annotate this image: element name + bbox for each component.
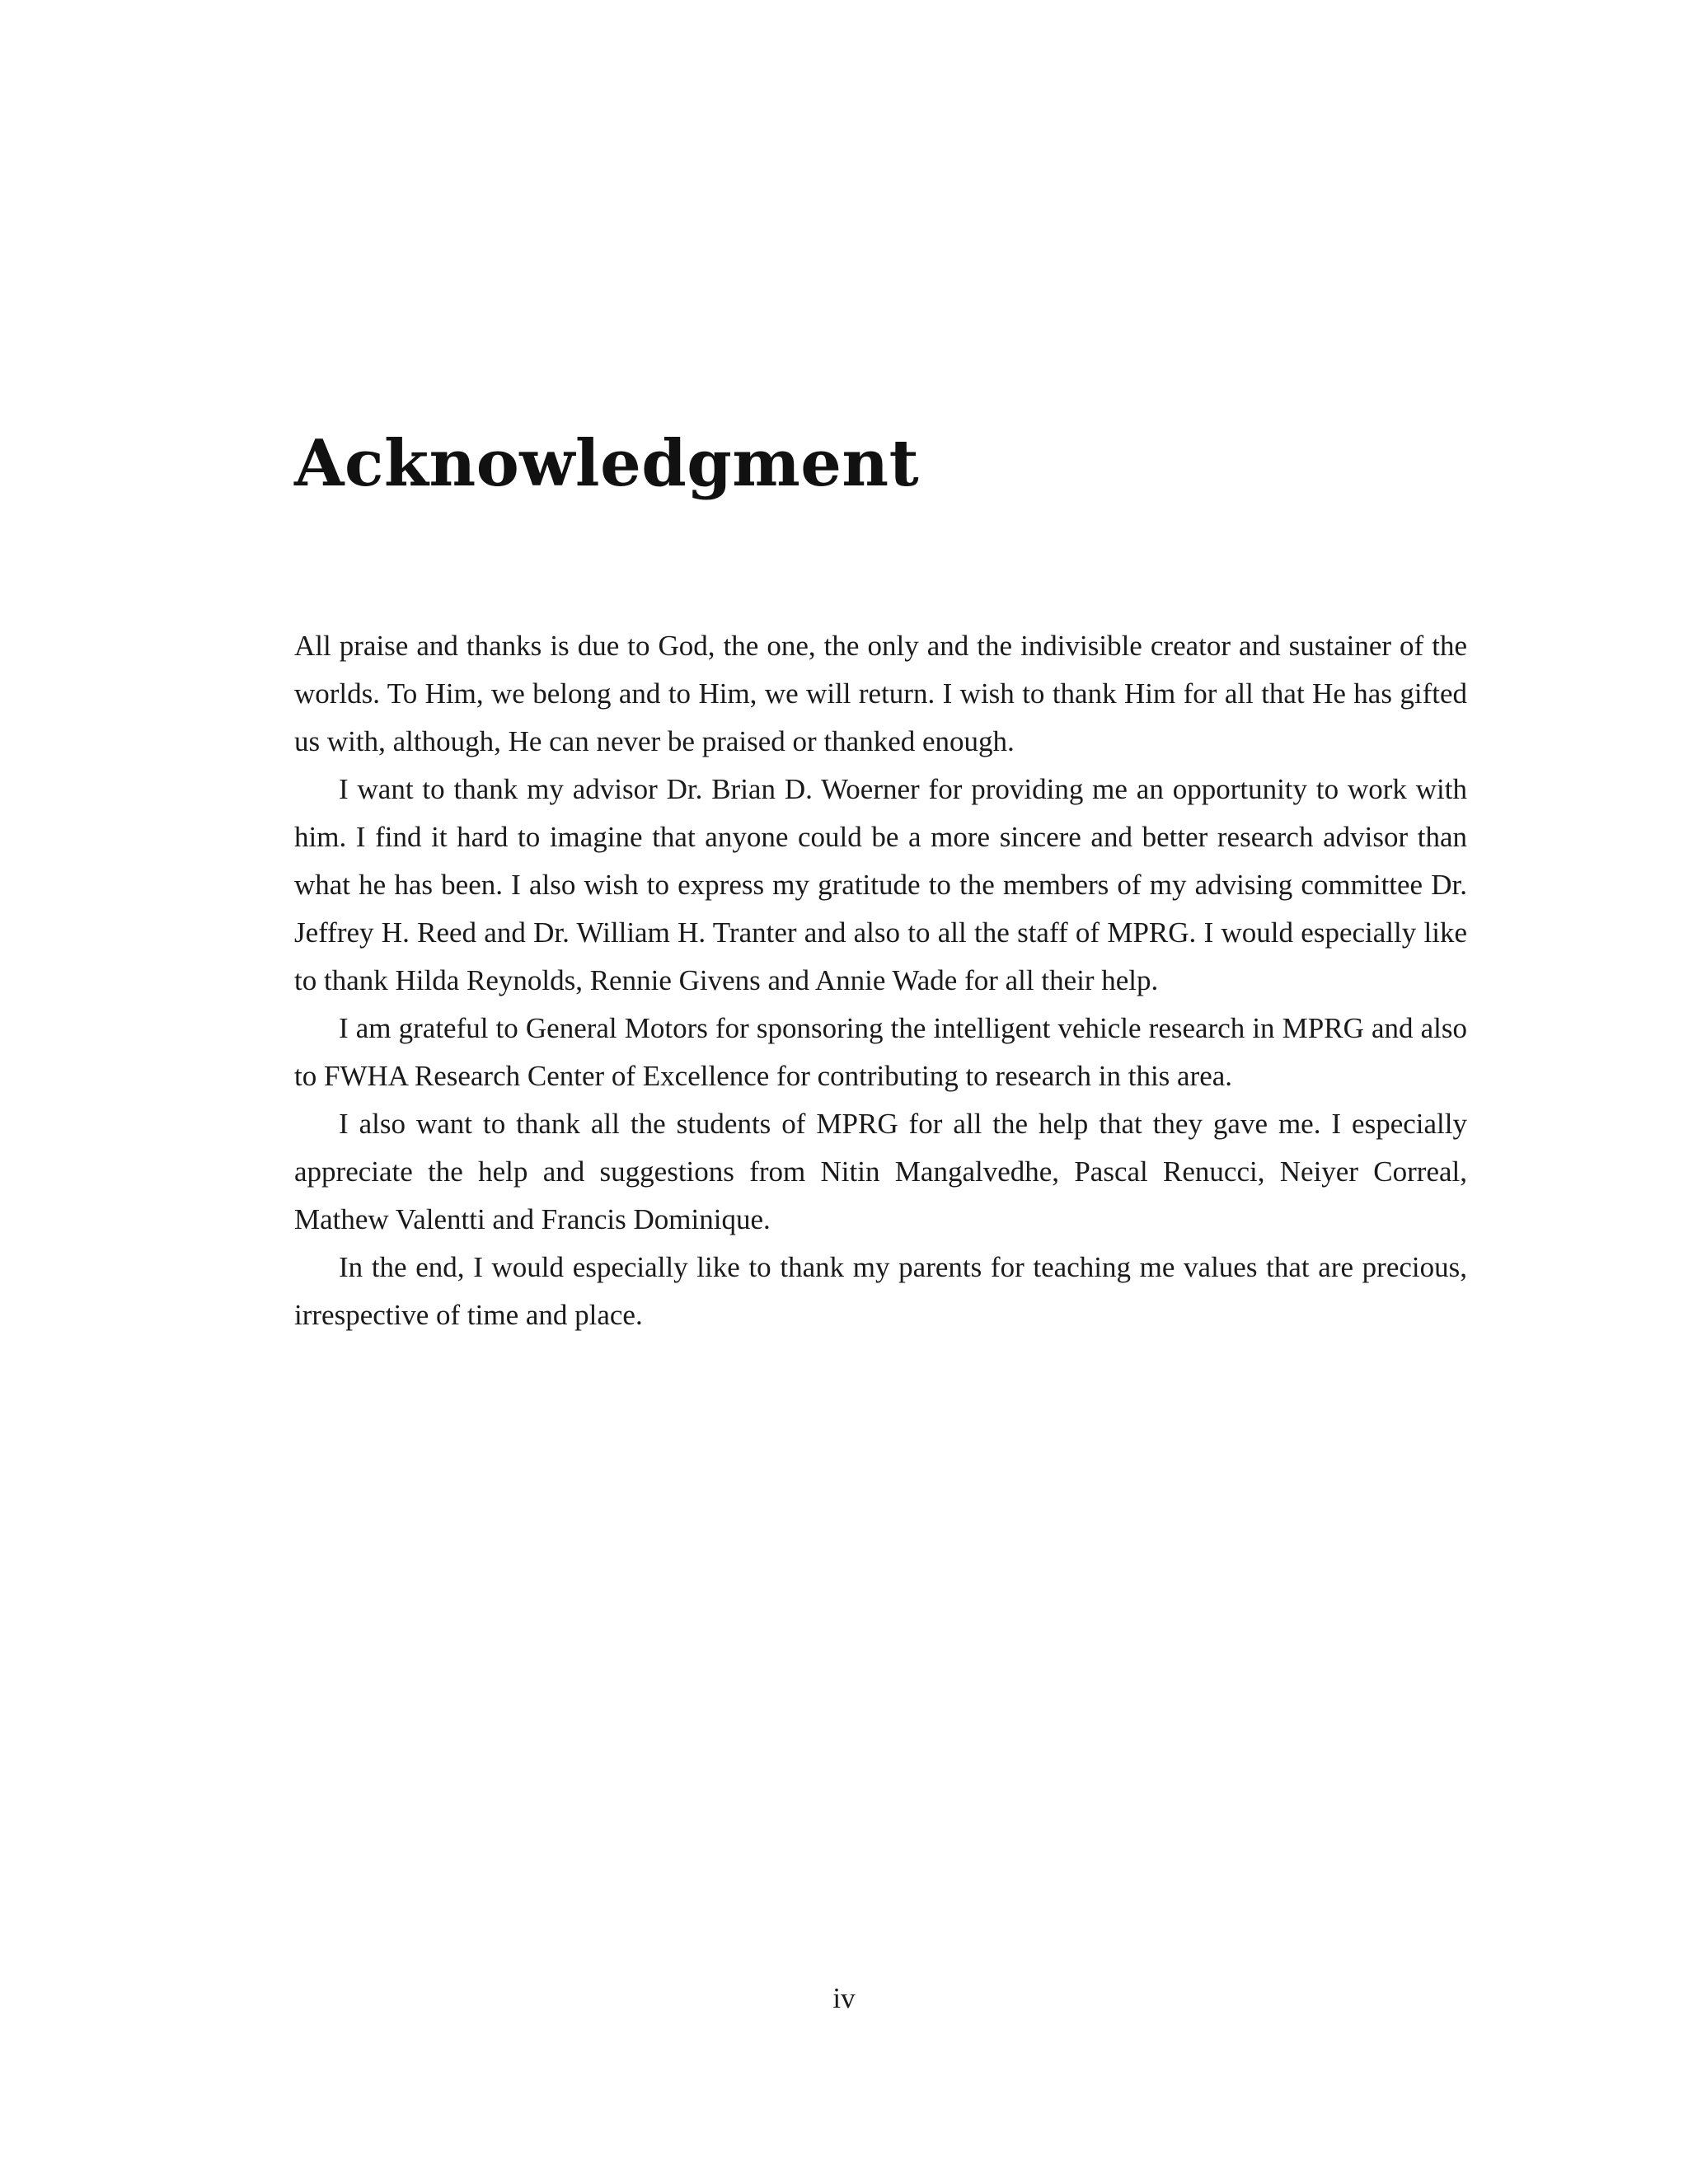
paragraph-praise: All praise and thanks is due to God, the one, the only and the indivisible creator and sustainer of the worlds. To Him, we belong and to Him, we will return. I wish to thank Him for all that He has gifted us with, although, He can never be praised or thanked enough. [294,630,1467,757]
paragraph-students: I also want to thank all the students of MPRG for all the help that they gave me. I especially appreciate the help and suggestions from Nitin Mangalvedhe, Pascal Renucci, Neiyer Correal, Mathew Valentti and Francis Dominique. [294,1108,1467,1235]
paragraph-parents: In the end, I would especially like to thank my parents for teaching me values that are precious, irrespective of time and place. [294,1251,1467,1331]
acknowledgment-body [294,622,1467,1339]
paragraph-advisor: I want to thank my advisor Dr. Brian D. Woerner for providing me an opportunity to work with him. I find it hard to imagine that anyone could be a more sincere and better research advisor than what he has been. I also wish to express my gratitude to the members of my advising committee Dr. Jeffrey H. Reed and Dr. William H. Tranter and also to all the staff of MPRG. I would especially like to thank Hilda Reynolds, Rennie Givens and Annie Wade for all their help. [294,773,1467,996]
page-number: iv [832,1982,856,2014]
chapter-title: Acknowledgment [294,426,920,501]
paragraph-sponsors: I am grateful to General Motors for sponsoring the intelligent vehicle research in MPRG and also to FWHA Research Center of Excellence for contributing to research in this area. [294,1012,1467,1092]
